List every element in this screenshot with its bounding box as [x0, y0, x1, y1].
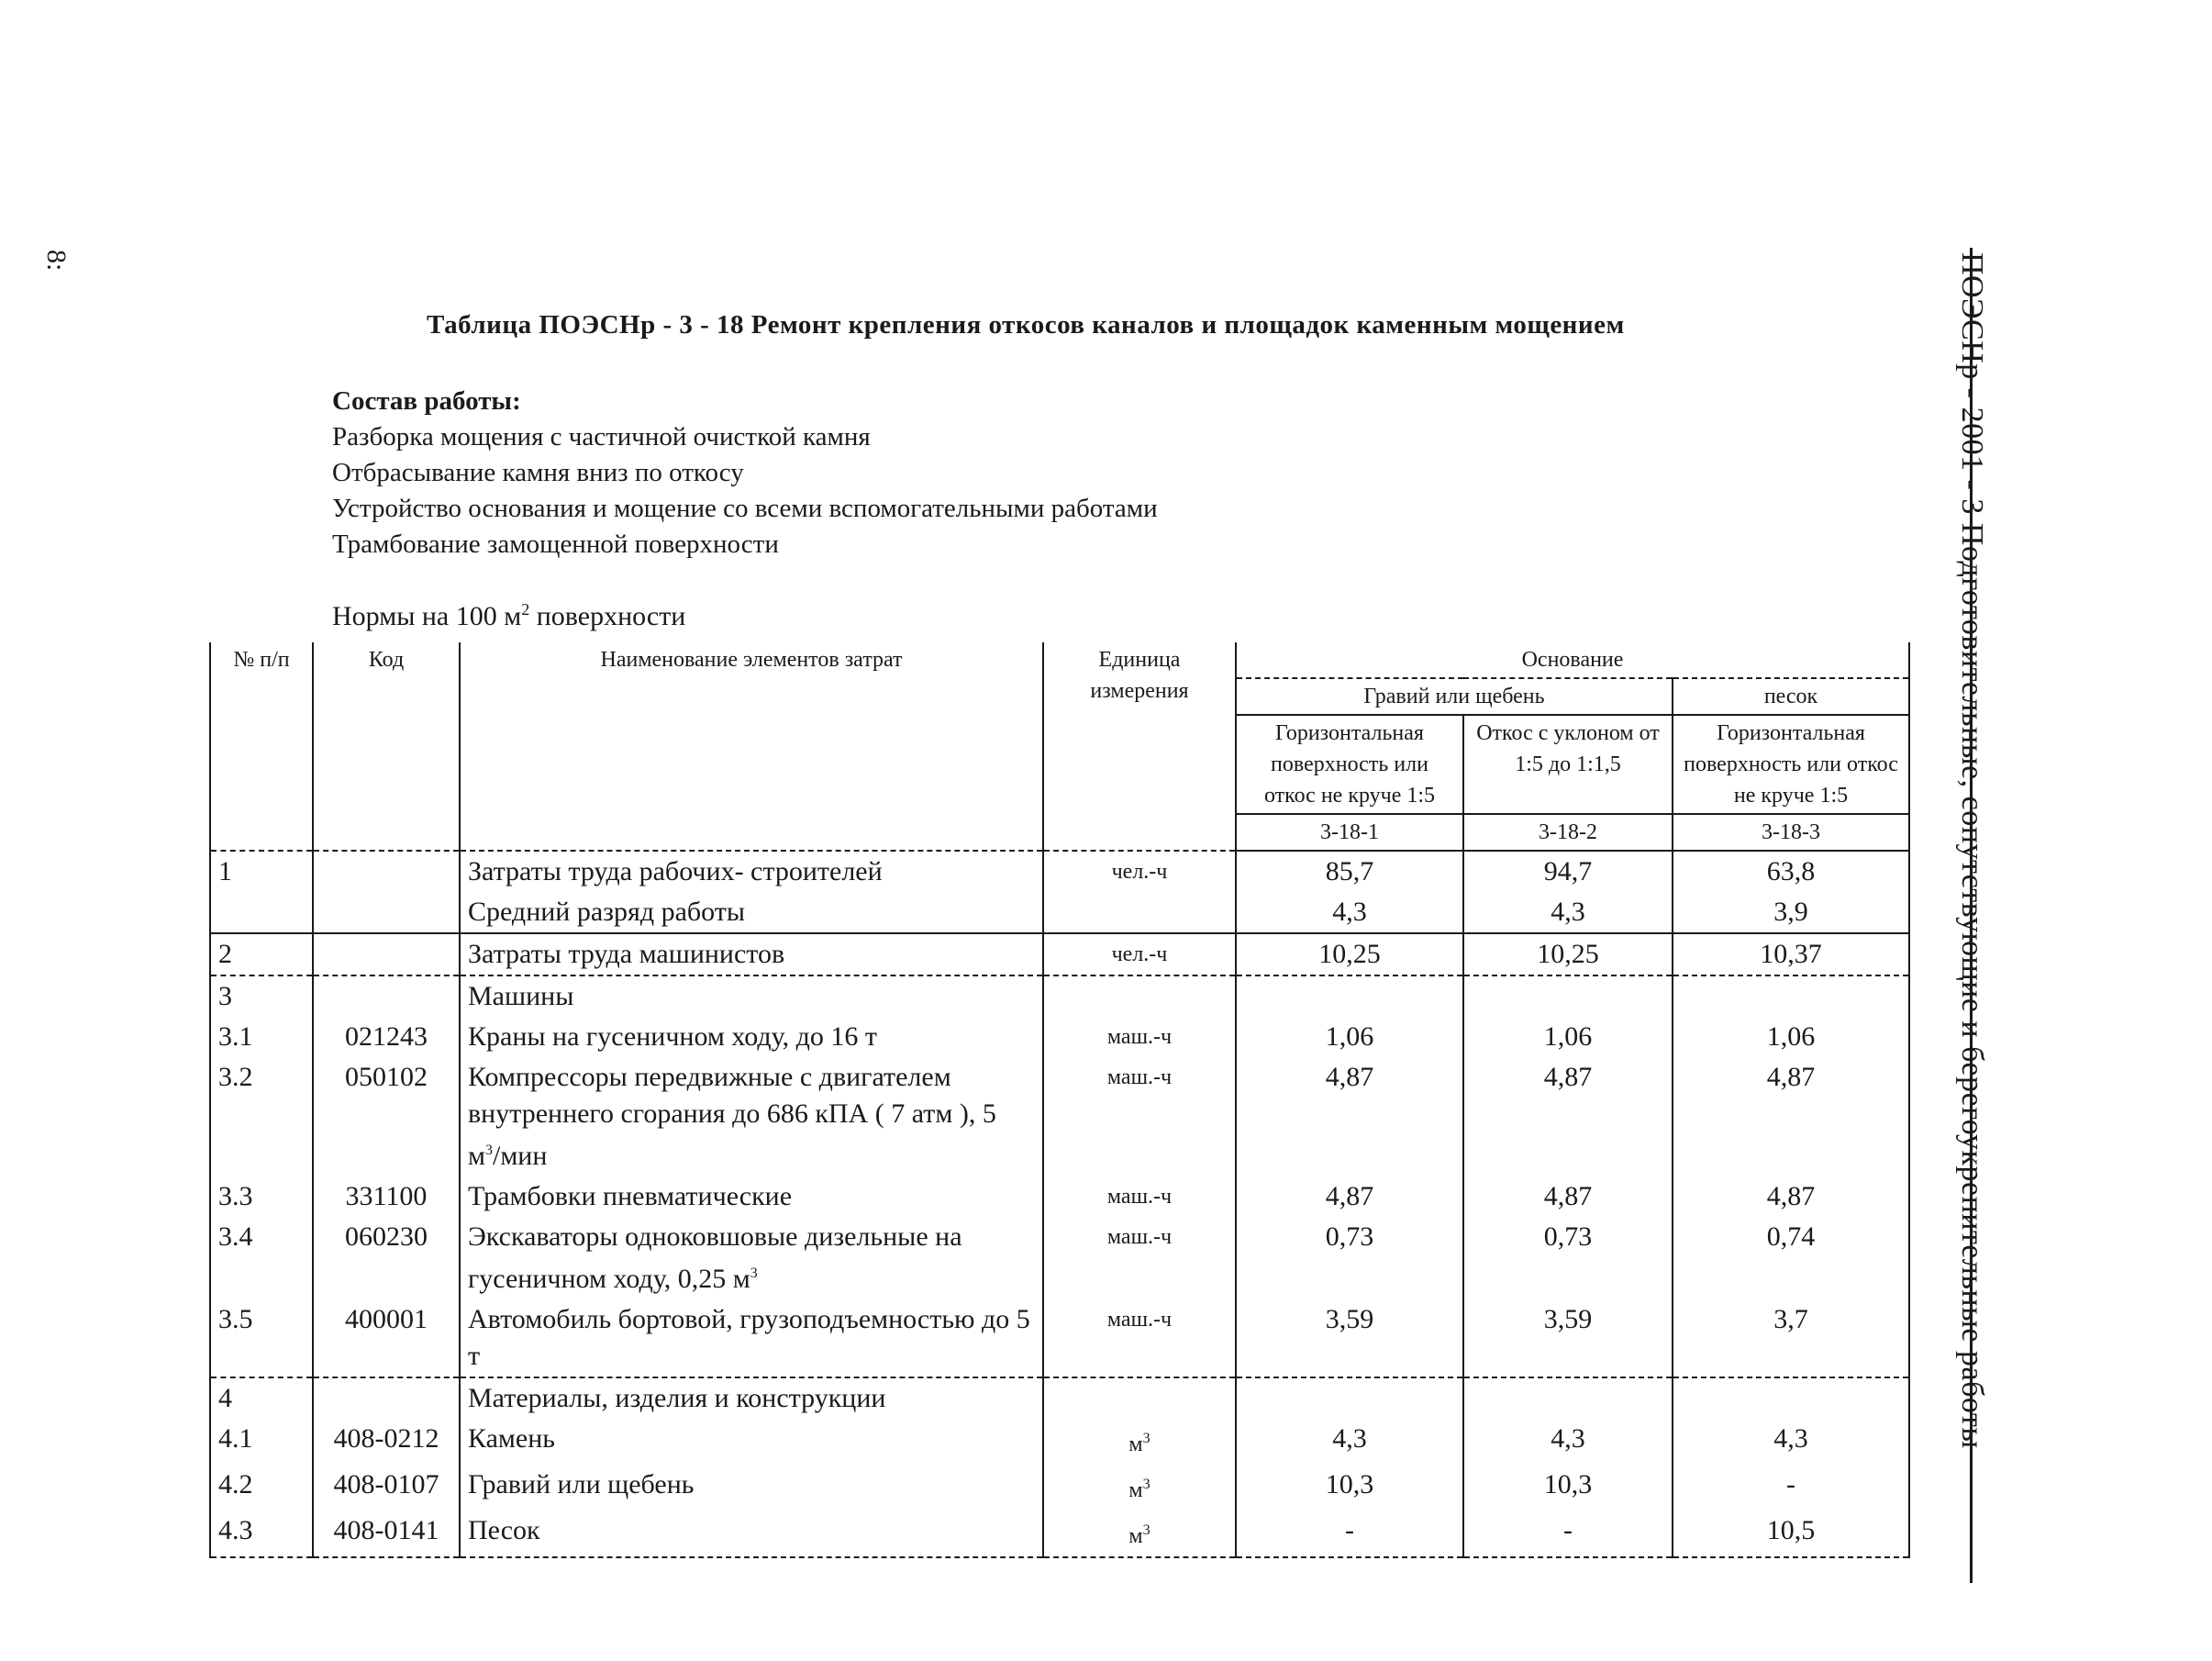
row-code: 400001	[313, 1299, 460, 1377]
row-value-2: 10,25	[1463, 933, 1673, 975]
row-code	[313, 975, 460, 1017]
row-unit	[1043, 892, 1236, 933]
row-num: 3.2	[210, 1057, 313, 1176]
row-value-2: 10,3	[1463, 1465, 1673, 1511]
row-num: 3	[210, 975, 313, 1017]
header-code: Код	[313, 642, 460, 851]
header-col1: Горизонтальная поверхность или откос не круче 1:5	[1236, 715, 1463, 814]
row-code: 408-0212	[313, 1419, 460, 1465]
row-value-3: 1,06	[1673, 1017, 1909, 1057]
row-value-3: 10,5	[1673, 1511, 1909, 1557]
row-code: 060230	[313, 1217, 460, 1299]
row-name: Трамбовки пневматические	[460, 1176, 1043, 1217]
row-value-1: 0,73	[1236, 1217, 1463, 1299]
row-num: 3.5	[210, 1299, 313, 1377]
table-row	[210, 1057, 1909, 1176]
row-unit: маш.-ч	[1043, 1057, 1236, 1176]
table-row	[210, 933, 1909, 975]
row-value-3: 63,8	[1673, 851, 1909, 892]
row-name: Затраты труда машинистов	[460, 933, 1043, 975]
row-code	[313, 1377, 460, 1419]
side-running-header: ПОЭСНр - 2001 - 3 Подготовительные, сопутствующие и берегоукрепительные работы	[1955, 252, 1989, 1449]
table-row	[210, 1217, 1909, 1299]
row-name: Затраты труда рабочих- строителей	[460, 851, 1043, 892]
work-item: Трамбование замощенной поверхности	[332, 530, 779, 559]
row-name: Камень	[460, 1419, 1043, 1465]
row-num: 3.1	[210, 1017, 313, 1057]
table-row	[210, 1377, 1909, 1419]
row-value-3: 0,74	[1673, 1217, 1909, 1299]
row-value-1: 4,3	[1236, 1419, 1463, 1465]
row-value-2: 4,3	[1463, 892, 1673, 933]
work-item: Разборка мощения с частичной очисткой камня	[332, 422, 871, 451]
row-value-3: 3,7	[1673, 1299, 1909, 1377]
table-row	[210, 1176, 1909, 1217]
row-code: 050102	[313, 1057, 460, 1176]
norms-table	[209, 642, 1910, 1558]
row-unit	[1043, 975, 1236, 1017]
row-name: Автомобиль бортовой, грузоподъемностью до 5 т	[460, 1299, 1043, 1377]
row-unit: маш.-ч	[1043, 1217, 1236, 1299]
row-unit: чел.-ч	[1043, 933, 1236, 975]
table-row	[210, 975, 1909, 1017]
work-composition-header: Состав работы:	[332, 386, 521, 416]
row-value-1: 1,06	[1236, 1017, 1463, 1057]
row-value-1: 85,7	[1236, 851, 1463, 892]
row-value-2: 4,87	[1463, 1057, 1673, 1176]
row-name: Материалы, изделия и конструкции	[460, 1377, 1043, 1419]
row-code: 021243	[313, 1017, 460, 1057]
row-name: Краны на гусеничном ходу, до 16 т	[460, 1017, 1043, 1057]
row-unit: чел.-ч	[1043, 851, 1236, 892]
row-num: 4	[210, 1377, 313, 1419]
row-unit: маш.-ч	[1043, 1017, 1236, 1057]
row-name: Компрессоры передвижные с двигателем внутреннего сгорания до 686 кПА ( 7 атм ), 5 $м^3$/мин	[460, 1057, 1043, 1176]
row-name: Экскаваторы одноковшовые дизельные на гусеничном ходу, 0,25 $м^3$	[460, 1217, 1043, 1299]
row-value-2: 4,3	[1463, 1419, 1673, 1465]
row-num	[210, 892, 313, 933]
header-code2: 3-18-2	[1463, 814, 1673, 851]
row-code: 331100	[313, 1176, 460, 1217]
table-row	[210, 1017, 1909, 1057]
header-col2: Откос с уклоном от 1:5 до 1:1,5	[1463, 715, 1673, 814]
header-gravel: Гравий или щебень	[1236, 678, 1673, 715]
row-value-3: -	[1673, 1465, 1909, 1511]
row-num: 4.3	[210, 1511, 313, 1557]
row-unit: $м^3$	[1043, 1419, 1236, 1465]
row-value-3	[1673, 1377, 1909, 1419]
table-row	[210, 892, 1909, 933]
row-value-2: 1,06	[1463, 1017, 1673, 1057]
row-value-2: 3,59	[1463, 1299, 1673, 1377]
work-composition	[332, 384, 1158, 563]
row-code	[313, 933, 460, 975]
row-value-1	[1236, 975, 1463, 1017]
row-value-3: 4,3	[1673, 1419, 1909, 1465]
row-num: 3.4	[210, 1217, 313, 1299]
table-row	[210, 1299, 1909, 1377]
row-value-1: 4,87	[1236, 1176, 1463, 1217]
row-unit: $м^3$	[1043, 1465, 1236, 1511]
row-value-2: -	[1463, 1511, 1673, 1557]
row-num: 2	[210, 933, 313, 975]
header-name: Наименование элементов затрат	[460, 642, 1043, 851]
work-item: Отбрасывание камня вниз по откосу	[332, 458, 744, 487]
row-value-3: 4,87	[1673, 1057, 1909, 1176]
row-name: Гравий или щебень	[460, 1465, 1043, 1511]
header-col3: Горизонтальная поверхность или откос не круче 1:5	[1673, 715, 1909, 814]
row-value-1: 10,3	[1236, 1465, 1463, 1511]
row-value-2: 0,73	[1463, 1217, 1673, 1299]
row-name: Песок	[460, 1511, 1043, 1557]
row-unit: $м^3$	[1043, 1511, 1236, 1557]
row-name: Средний разряд работы	[460, 892, 1043, 933]
row-code	[313, 892, 460, 933]
row-value-3: 4,87	[1673, 1176, 1909, 1217]
row-value-1: -	[1236, 1511, 1463, 1557]
row-value-2: 94,7	[1463, 851, 1673, 892]
row-value-1: 3,59	[1236, 1299, 1463, 1377]
row-value-2	[1463, 975, 1673, 1017]
table-title: Таблица ПОЭСНр - 3 - 18 Ремонт крепления откосов каналов и площадок каменным мощением	[427, 310, 1625, 340]
table-row	[210, 851, 1909, 892]
row-code	[313, 851, 460, 892]
row-unit	[1043, 1377, 1236, 1419]
row-num: 1	[210, 851, 313, 892]
work-item: Устройство основания и мощение со всеми вспомогательными работами	[332, 494, 1158, 523]
header-base: Основание	[1236, 642, 1909, 678]
table-row	[210, 1511, 1909, 1557]
row-value-3	[1673, 975, 1909, 1017]
row-value-3: 10,37	[1673, 933, 1909, 975]
row-num: 4.2	[210, 1465, 313, 1511]
header-sand: песок	[1673, 678, 1909, 715]
row-unit: маш.-ч	[1043, 1176, 1236, 1217]
row-value-2: 4,87	[1463, 1176, 1673, 1217]
row-value-3: 3,9	[1673, 892, 1909, 933]
header-code1: 3-18-1	[1236, 814, 1463, 851]
header-code3: 3-18-3	[1673, 814, 1909, 851]
row-value-1	[1236, 1377, 1463, 1419]
page-number: 8:	[41, 250, 72, 272]
header-unit: Единица измерения	[1043, 642, 1236, 851]
row-num: 3.3	[210, 1176, 313, 1217]
row-name: Машины	[460, 975, 1043, 1017]
table-row	[210, 1419, 1909, 1465]
row-unit: маш.-ч	[1043, 1299, 1236, 1377]
header-num: № п/п	[210, 642, 313, 851]
row-value-1: 4,3	[1236, 892, 1463, 933]
norms-label: Нормы на 100 $м^2$ поверхности	[332, 600, 686, 631]
row-value-1: 10,25	[1236, 933, 1463, 975]
row-value-1: 4,87	[1236, 1057, 1463, 1176]
row-num: 4.1	[210, 1419, 313, 1465]
row-code: 408-0141	[313, 1511, 460, 1557]
table-row	[210, 1465, 1909, 1511]
row-value-2	[1463, 1377, 1673, 1419]
row-code: 408-0107	[313, 1465, 460, 1511]
